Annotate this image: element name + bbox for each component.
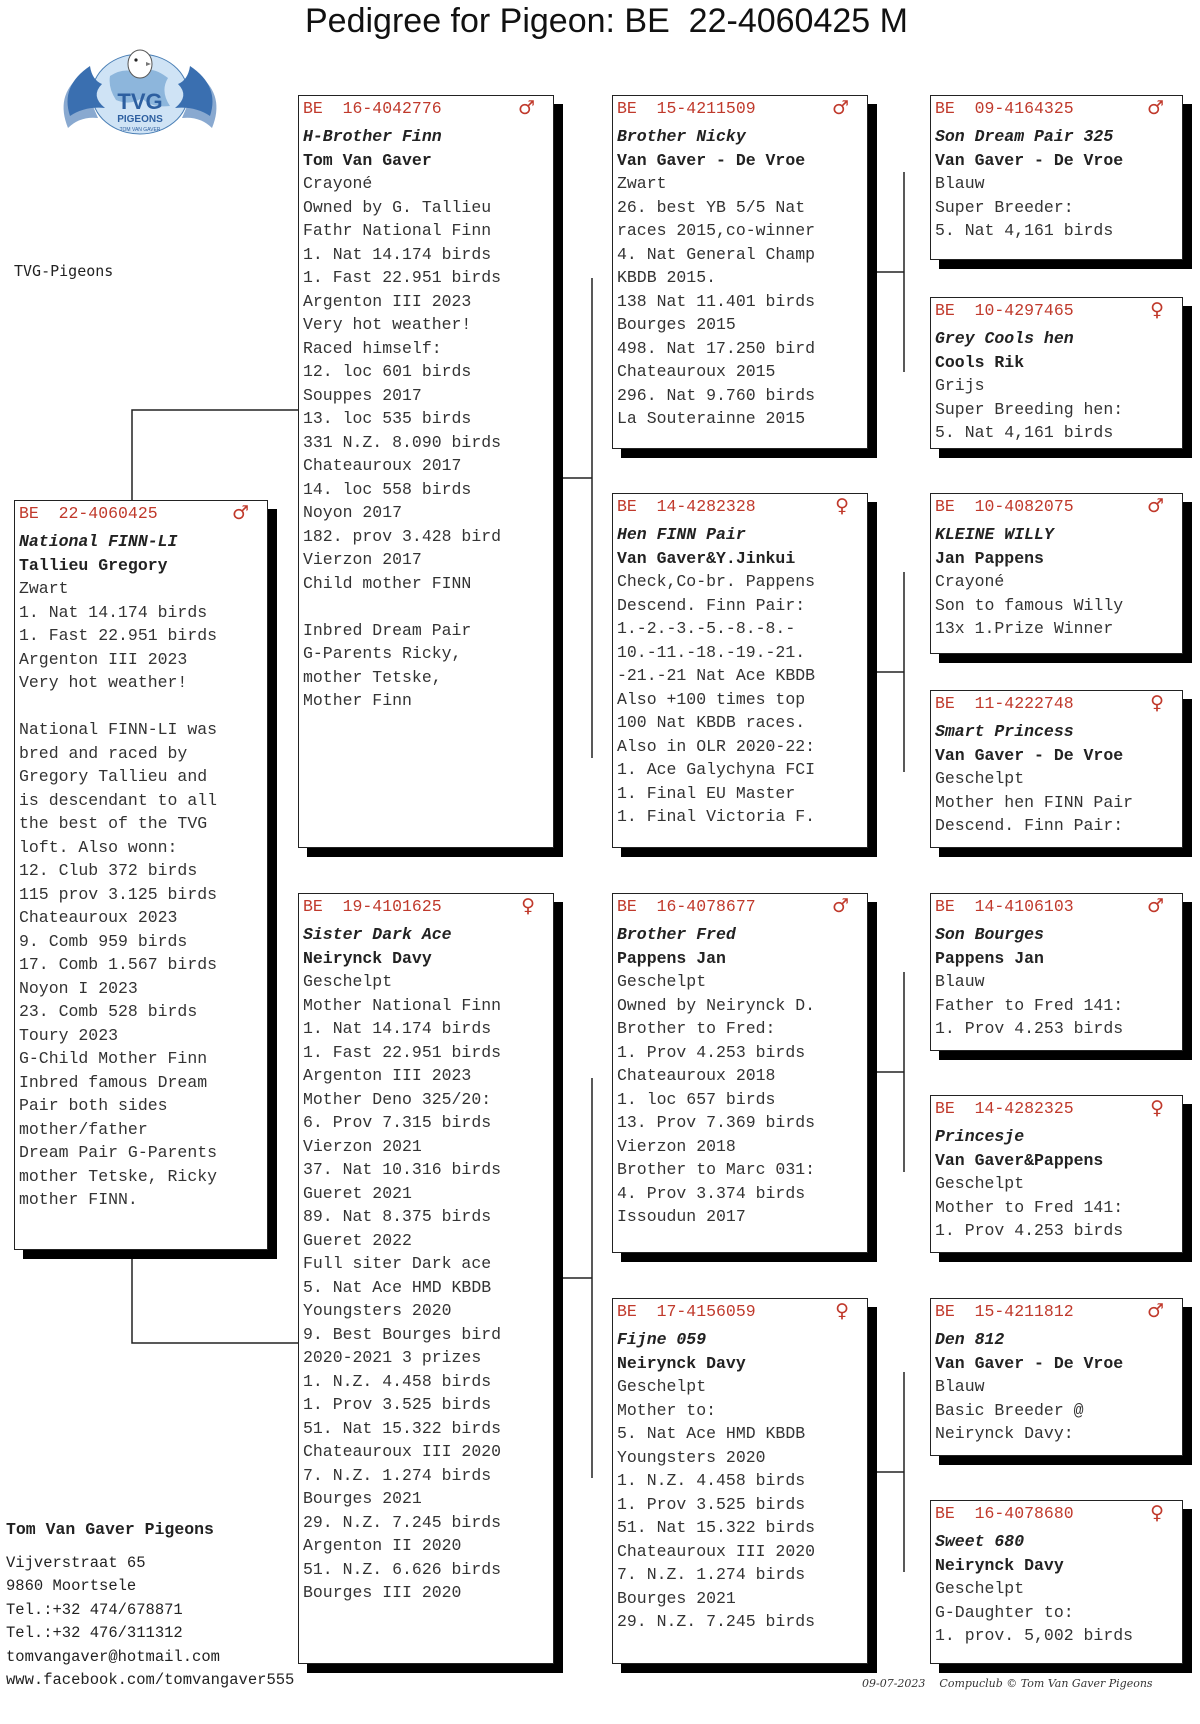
female-sex-icon: ♀ [521,895,535,917]
pigeon-owner: Pappens Jan [935,948,1044,968]
detail-line: Father to Fred 141: [935,995,1124,1015]
ring-number: BE 14-4282328 [617,497,756,516]
detail-line: Owned by Neirynck D. [617,995,816,1015]
detail-line: Mother Deno 325/20: [303,1089,492,1109]
detail-line: Issoudun 2017 [617,1207,746,1226]
detail-line: Bourges 2021 [303,1489,422,1508]
detail-line: bred and raced by [19,743,188,763]
detail-line: Geschelpt [935,1579,1025,1598]
pigeon-details [617,172,863,431]
sire-card [298,95,554,848]
breeder-name: Tom Van Gaver Pigeons [6,1520,214,1539]
detail-line: Neirynck Davy: [935,1424,1074,1443]
detail-line: www.facebook.com/tomvangaver555 [6,1671,295,1689]
detail-line: Inbred Dream Pair [303,620,472,640]
detail-line: Brother to Fred: [617,1019,776,1038]
detail-line: Owned by G. Tallieu [303,197,492,217]
detail-line: Vierzon 2021 [303,1136,422,1156]
detail-line: Mother to Fred 141: [935,1197,1124,1217]
female-sex-icon: ♀ [1150,692,1164,714]
detail-line: Gueret 2022 [303,1230,412,1250]
pigeon-owner: Tom Van Gaver [303,150,432,170]
dds-card [930,1298,1183,1456]
detail-line: KBDB 2015. [617,268,717,287]
dss-card [930,893,1183,1051]
detail-line: 1. N.Z. 4.458 birds [617,1471,806,1490]
detail-line: tomvangaver@hotmail.com [6,1647,220,1666]
detail-line: 1. Nat 14.174 birds [19,602,208,622]
pigeon-name: Hen FINN Pair [617,525,746,544]
detail-line: 10.-11.-18.-19.-21. [617,642,806,662]
detail-line: 182. prov 3.428 bird [303,526,502,546]
male-sex-icon: ♂ [1146,1300,1164,1322]
pigeon-owner: Tallieu Gregory [19,555,168,575]
detail-line: 9860 Moortsele [6,1577,137,1595]
detail-line: Souppes 2017 [303,385,422,405]
detail-line: Also +100 times top [617,689,806,709]
detail-line: Crayoné [935,572,1005,591]
dam-dam-card [612,1298,868,1664]
detail-line: Vierzon 2017 [303,550,422,569]
detail-line: 4. Nat General Champ [617,244,816,264]
detail-line: loft. Also wonn: [19,837,178,857]
print-footer-note: 09-07-2023 Compuclub © Tom Van Gaver Pigeons [862,1677,1153,1690]
male-sex-icon: ♂ [1146,895,1164,917]
pigeon-owner: Neirynck Davy [935,1555,1064,1575]
detail-line: 51. N.Z. 6.626 birds [303,1559,502,1579]
detail-line: Crayoné [303,174,373,193]
detail-line: Raced himself: [303,338,442,358]
detail-line: 1. prov. 5,002 birds [935,1626,1134,1645]
detail-line: 1. Fast 22.951 birds [19,626,218,645]
detail-line: National FINN-LI was [19,720,218,739]
logo-text: TVG [117,89,163,114]
detail-line: 1. Ace Galychyna FCI [617,760,816,779]
subject-pigeon-card [14,500,268,1250]
detail-line: Youngsters 2020 [617,1447,766,1467]
pigeon-name: Sister Dark Ace [303,925,452,944]
detail-line: Chateauroux 2018 [617,1066,776,1085]
detail-line: 14. loc 558 birds [303,479,472,499]
pigeon-details [935,374,1178,445]
detail-line: Chateauroux 2023 [19,908,178,927]
detail-line: 12. Club 372 birds [19,861,198,880]
pigeon-name: Brother Nicky [617,127,746,146]
detail-line: 331 N.Z. 8.090 birds [303,432,502,452]
pigeon-owner: Van Gaver&Y.Jinkui [617,548,796,568]
detail-line: Bourges 2021 [617,1588,736,1608]
pigeon-name: KLEINE WILLY [935,525,1054,544]
detail-line: Tel.:+32 474/678871 [6,1600,183,1619]
detail-line: Gueret 2021 [303,1183,412,1203]
detail-line: 296. Nat 9.760 birds [617,385,816,405]
detail-line: 12. loc 601 birds [303,362,472,381]
sdd-card [930,690,1183,848]
pigeon-name: National FINN-LI [19,532,178,551]
detail-line [303,595,549,619]
detail-line: 9. Best Bourges bird [303,1324,502,1344]
detail-line: 51. Nat 15.322 birds [617,1518,816,1537]
pigeon-details [19,577,263,1212]
detail-line: 498. Nat 17.250 bird [617,338,816,358]
detail-line: Chateauroux 2015 [617,362,776,381]
detail-line: 23. Comb 528 birds [19,1002,198,1021]
sds-card [930,493,1183,654]
detail-line: Mother Finn [303,691,412,710]
detail-line: 6. Prov 7.315 birds [303,1113,492,1132]
detail-line: 17. Comb 1.567 birds [19,955,218,974]
page-title: Pedigree for Pigeon: BE 22-4060425 M [305,2,908,40]
detail-line: 1. Prov 4.253 birds [935,1221,1124,1240]
female-sex-icon: ♀ [1150,1097,1164,1119]
detail-line: Geschelpt [617,1377,707,1396]
sire-dam-card [612,493,868,848]
pigeon-details [617,1375,863,1634]
detail-line: mother/father [19,1119,148,1139]
pigeon-name: Smart Princess [935,722,1074,741]
pigeon-details [935,767,1178,838]
detail-line: 4. Prov 3.374 birds [617,1183,806,1203]
dsd-card [930,1095,1183,1253]
pigeon-name: Fijne 059 [617,1330,707,1349]
detail-line: 1.-2.-3.-5.-8.-8.- [617,619,796,638]
detail-line: 7. N.Z. 1.274 birds [617,1565,806,1584]
detail-line: 7. N.Z. 1.274 birds [303,1465,492,1485]
pigeon-details [303,172,549,713]
detail-line: 1. Prov 4.253 birds [935,1019,1124,1038]
pigeon-details [935,1577,1178,1648]
detail-line: Youngsters 2020 [303,1301,452,1320]
detail-line: 9. Comb 959 birds [19,931,188,951]
ring-number: BE 10-4297465 [935,301,1074,320]
pigeon-details [935,1375,1178,1446]
detail-line: 13. loc 535 birds [303,409,472,428]
detail-line: Child mother FINN [303,573,472,593]
pigeon-name: Sweet 680 [935,1532,1025,1551]
detail-line: 100 Nat KBDB races. [617,713,806,732]
detail-line: 2020-2021 3 prizes [303,1348,482,1367]
ring-number: BE 10-4082075 [935,497,1074,516]
female-sex-icon: ♀ [835,1300,849,1322]
pigeon-owner: Van Gaver - De Vroe [935,745,1124,765]
detail-line: Geschelpt [935,769,1025,788]
pigeon-details [935,172,1178,243]
detail-line: 29. N.Z. 7.245 birds [303,1512,502,1532]
detail-line: Dream Pair G-Parents [19,1143,218,1162]
detail-line: Descend. Finn Pair: [617,595,806,615]
detail-line: 1. Prov 4.253 birds [617,1042,806,1062]
detail-line: 13x 1.Prize Winner [935,619,1114,638]
ssd-card [930,297,1183,449]
detail-line: 1. Fast 22.951 birds [303,1042,502,1062]
pigeon-name: Den 812 [935,1330,1005,1349]
detail-line: Chateauroux III 2020 [303,1442,502,1461]
pigeon-name: Son Bourges [935,925,1044,944]
pigeon-owner: Neirynck Davy [617,1353,746,1373]
male-sex-icon: ♂ [517,97,535,119]
detail-line: Chateauroux 2017 [303,456,462,475]
detail-line: Check,Co-br. Pappens [617,572,816,591]
pigeon-details [935,570,1178,641]
pigeon-owner: Jan Pappens [935,548,1044,568]
detail-line: 5. Nat 4,161 birds [935,221,1114,240]
detail-line: Super Breeder: [935,197,1074,217]
male-sex-icon: ♂ [231,502,249,524]
pigeon-owner: Neirynck Davy [303,948,432,968]
detail-line: Zwart [617,174,667,193]
detail-line: Noyon 2017 [303,503,403,522]
detail-line: Very hot weather! [19,673,188,692]
detail-line: La Souterainne 2015 [617,409,806,428]
detail-line: 1. Final Victoria F. [617,807,816,826]
loft-name: TVG-Pigeons [14,262,114,280]
detail-line: Zwart [19,579,69,598]
pigeon-owner: Van Gaver - De Vroe [617,150,806,170]
detail-line: Grijs [935,376,985,395]
detail-line: 5. Nat 4,161 birds [935,423,1114,442]
detail-line: Toury 2023 [19,1025,119,1045]
detail-line: Very hot weather! [303,315,472,334]
detail-line: 1. Nat 14.174 birds [303,1019,492,1038]
ring-number: BE 19-4101625 [303,897,442,916]
ring-number: BE 09-4164325 [935,99,1074,118]
female-sex-icon: ♀ [1150,299,1164,321]
detail-line: 1. loc 657 birds [617,1089,776,1109]
detail-line: Blauw [935,972,985,991]
ring-number: BE 14-4106103 [935,897,1074,916]
detail-line: 1. Fast 22.951 birds [303,268,502,287]
pigeon-details [617,970,863,1229]
detail-line: Blauw [935,174,985,193]
detail-line: Mother National Finn [303,995,502,1015]
male-sex-icon: ♂ [831,895,849,917]
detail-line: Mother to: [617,1400,717,1420]
detail-line: Argenton III 2023 [303,1066,472,1085]
detail-line: 29. N.Z. 7.245 birds [617,1612,816,1631]
female-sex-icon: ♀ [835,495,849,517]
detail-line: 1. Final EU Master [617,783,796,803]
detail-line: 1. Prov 3.525 birds [617,1494,806,1514]
detail-line: Geschelpt [935,1174,1025,1193]
pigeon-owner: Pappens Jan [617,948,726,968]
logo-tiny: TOM VAN GAVER [119,127,161,133]
detail-line: 37. Nat 10.316 birds [303,1160,502,1179]
detail-line: Vierzon 2018 [617,1136,736,1156]
detail-line: Bourges 2015 [617,315,736,334]
ring-number: BE 15-4211509 [617,99,756,118]
ring-number: BE 11-4222748 [935,694,1074,713]
detail-line: 26. best YB 5/5 Nat [617,197,806,217]
male-sex-icon: ♂ [1146,97,1164,119]
detail-line: Full siter Dark ace [303,1254,492,1273]
pigeon-details [935,970,1178,1041]
detail-line: Geschelpt [303,972,393,991]
ring-number: BE 16-4042776 [303,99,442,118]
detail-line: Gregory Tallieu and [19,767,208,786]
detail-line: Brother to Marc 031: [617,1160,816,1179]
male-sex-icon: ♂ [831,97,849,119]
detail-line: Super Breeding hen: [935,399,1124,419]
detail-line: 1. N.Z. 4.458 birds [303,1371,492,1391]
detail-line: Vijverstraat 65 [6,1553,146,1572]
detail-line: G-Daughter to: [935,1602,1074,1622]
logo-sub: PIGEONS [117,114,163,125]
breeder-address [6,1518,294,1693]
dam-sire-card [612,893,868,1253]
sire-sire-card [612,95,868,449]
pigeon-name: Grey Cools hen [935,329,1074,348]
pigeon-owner: Van Gaver - De Vroe [935,1353,1124,1373]
pigeon-name: Son Dream Pair 325 [935,127,1114,146]
detail-line: Noyon I 2023 [19,978,138,998]
ring-number: BE 22-4060425 [19,504,158,523]
detail-line: mother Tetske, Ricky [19,1166,218,1186]
pigeon-details [303,970,549,1605]
detail-line: 5. Nat Ace HMD KBDB [617,1424,806,1443]
address-lines [6,1552,294,1693]
detail-line: mother Tetske, [303,667,442,687]
detail-line: Fathr National Finn [303,221,492,240]
detail-line: 1. Prov 3.525 birds [303,1395,492,1414]
detail-line: Bourges III 2020 [303,1583,462,1602]
detail-line: Blauw [935,1377,985,1396]
detail-line: Argenton II 2020 [303,1536,462,1555]
pigeon-owner: Cools Rik [935,352,1025,372]
detail-line: 138 Nat 11.401 birds [617,291,816,311]
detail-line: the best of the TVG [19,814,208,833]
detail-line: Basic Breeder @ [935,1400,1084,1420]
pigeon-name: H-Brother Finn [303,127,442,146]
pigeon-details [935,1172,1178,1243]
detail-line: Pair both sides [19,1096,168,1115]
detail-line: Inbred famous Dream [19,1072,208,1092]
detail-line: Son to famous Willy [935,595,1124,615]
dam-card [298,893,554,1664]
female-sex-icon: ♀ [1150,1502,1164,1524]
ring-number: BE 17-4156059 [617,1302,756,1321]
pigeon-name: Princesje [935,1127,1025,1146]
detail-line: races 2015,co-winner [617,221,816,240]
detail-line: 5. Nat Ace HMD KBDB [303,1277,492,1297]
detail-line: Geschelpt [617,972,707,991]
pigeon-name: Brother Fred [617,925,736,944]
detail-line: is descendant to all [19,790,218,810]
ring-number: BE 14-4282325 [935,1099,1074,1118]
detail-line: 89. Nat 8.375 birds [303,1207,492,1226]
ring-number: BE 15-4211812 [935,1302,1074,1321]
detail-line: mother FINN. [19,1190,138,1209]
pigeon-owner: Van Gaver&Pappens [935,1150,1104,1170]
ddd-card [930,1500,1183,1664]
detail-line: 1. Nat 14.174 birds [303,244,492,264]
detail-line: G-Parents Ricky, [303,644,462,663]
detail-line: -21.-21 Nat Ace KBDB [617,666,816,685]
detail-line: Argenton III 2023 [19,649,188,669]
detail-line: Tel.:+32 476/311312 [6,1624,183,1642]
detail-line: 13. Prov 7.369 birds [617,1113,816,1132]
pigeon-owner: Van Gaver - De Vroe [935,150,1124,170]
ring-number: BE 16-4078680 [935,1504,1074,1523]
detail-line: Mother hen FINN Pair [935,792,1134,812]
detail-line: Chateauroux III 2020 [617,1541,816,1561]
detail-line: Also in OLR 2020-22: [617,736,816,756]
detail-line: 115 prov 3.125 birds [19,884,218,904]
pigeon-details [617,570,863,829]
detail-line: G-Child Mother Finn [19,1049,208,1068]
detail-line: Argenton III 2023 [303,291,472,311]
detail-line: Descend. Finn Pair: [935,816,1124,835]
ring-number: BE 16-4078677 [617,897,756,916]
male-sex-icon: ♂ [1146,495,1164,517]
detail-line: 51. Nat 15.322 birds [303,1418,502,1438]
sss-card [930,95,1183,260]
detail-line [19,695,263,719]
